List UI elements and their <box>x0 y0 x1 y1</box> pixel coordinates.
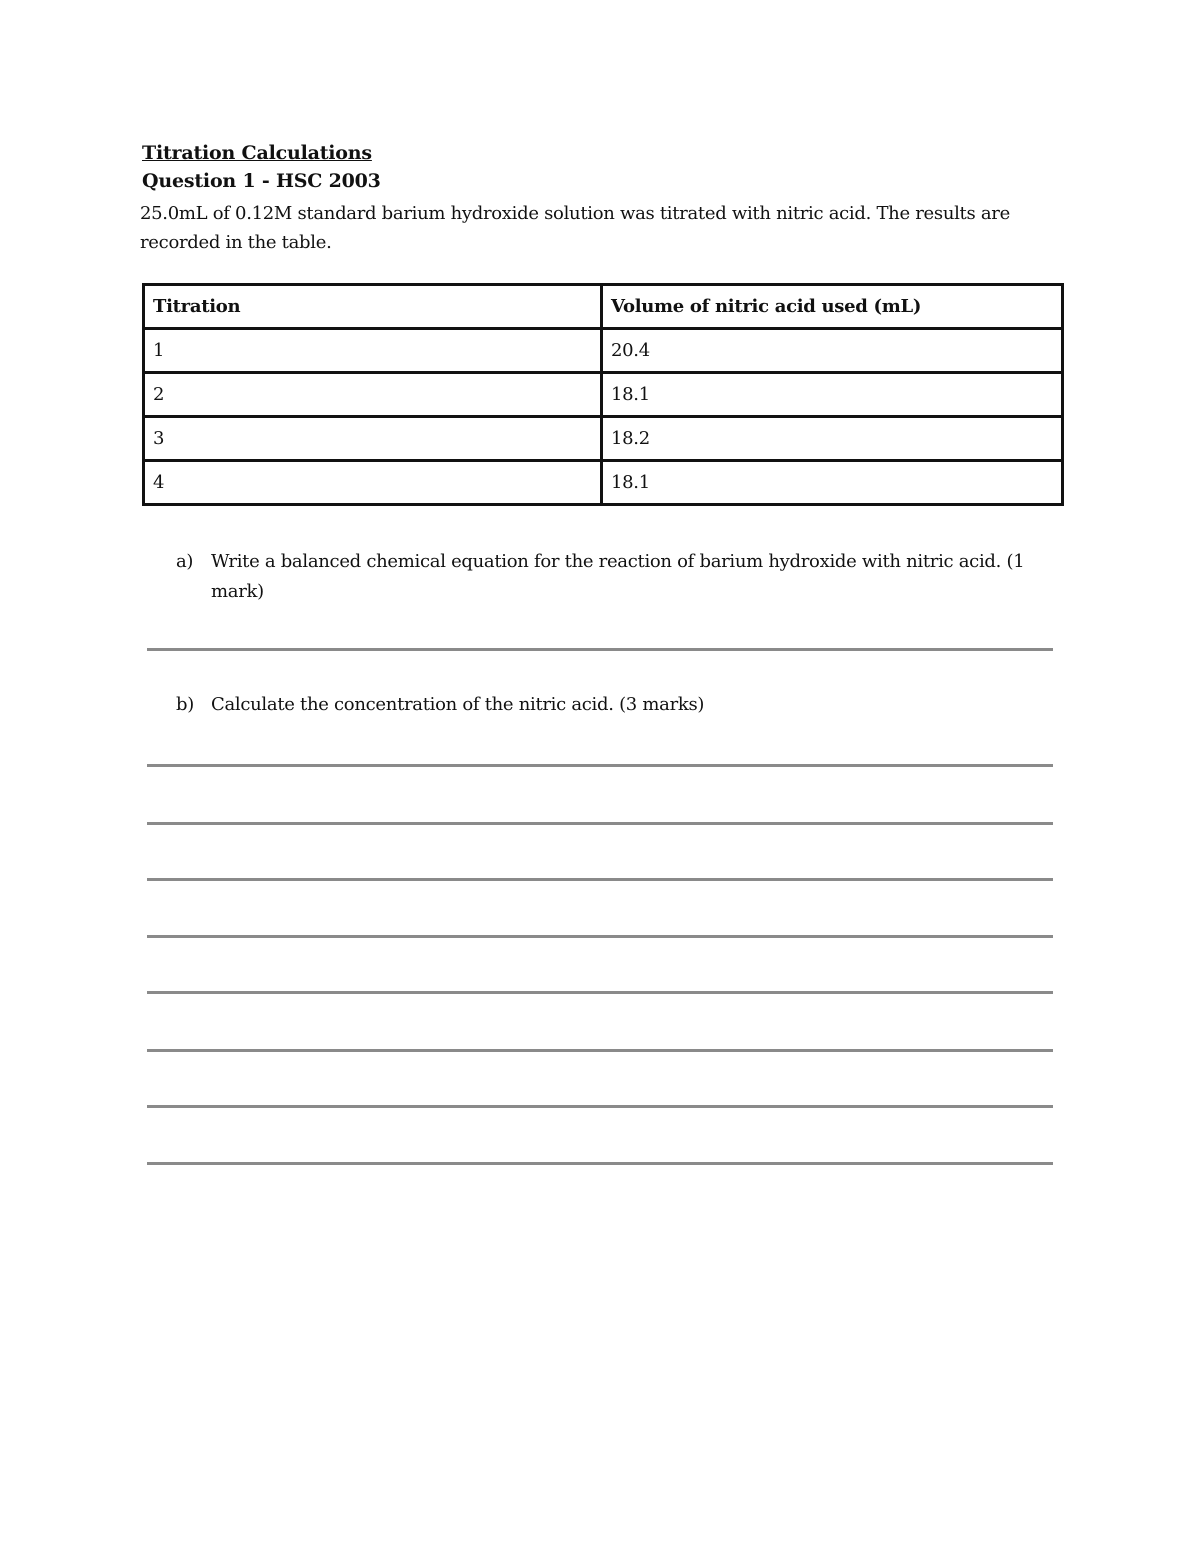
part-a <box>176 547 1026 607</box>
answer-line-b <box>147 935 1053 938</box>
answer-line-b <box>147 878 1053 881</box>
part-b-marker: b) <box>176 694 194 715</box>
cell-titration: 1 <box>144 329 602 373</box>
table-row <box>144 373 1063 417</box>
part-a-text: Write a balanced chemical equation for the reaction of barium hydroxide with nitric acid. (1 mark) <box>211 551 1025 602</box>
answer-line-b <box>147 1049 1053 1052</box>
part-b-text: Calculate the concentration of the nitric acid. (3 marks) <box>211 694 705 715</box>
answer-line-b <box>147 822 1053 825</box>
results-table <box>142 283 1064 506</box>
cell-titration: 4 <box>144 461 602 505</box>
answer-line-b <box>147 1105 1053 1108</box>
cell-volume: 18.1 <box>602 373 1063 417</box>
part-a-marker: a) <box>176 551 194 572</box>
cell-volume: 20.4 <box>602 329 1063 373</box>
table-row <box>144 461 1063 505</box>
table-header-row <box>144 285 1063 329</box>
worksheet-title: Titration Calculations <box>142 142 372 164</box>
header-titration: Titration <box>144 285 602 329</box>
answer-line-b <box>147 1162 1053 1165</box>
answer-line-b <box>147 764 1053 767</box>
part-b <box>176 690 1026 720</box>
cell-volume: 18.1 <box>602 461 1063 505</box>
question-heading: Question 1 - HSC 2003 <box>142 170 381 192</box>
cell-titration: 3 <box>144 417 602 461</box>
answer-line-b <box>147 991 1053 994</box>
question-intro: 25.0mL of 0.12M standard barium hydroxide solution was titrated with nitric acid. The results are recorded in the table. <box>140 203 1010 253</box>
table-row <box>144 329 1063 373</box>
table-row <box>144 417 1063 461</box>
cell-titration: 2 <box>144 373 602 417</box>
answer-line-a <box>147 648 1053 651</box>
cell-volume: 18.2 <box>602 417 1063 461</box>
header-volume: Volume of nitric acid used (mL) <box>602 285 1063 329</box>
